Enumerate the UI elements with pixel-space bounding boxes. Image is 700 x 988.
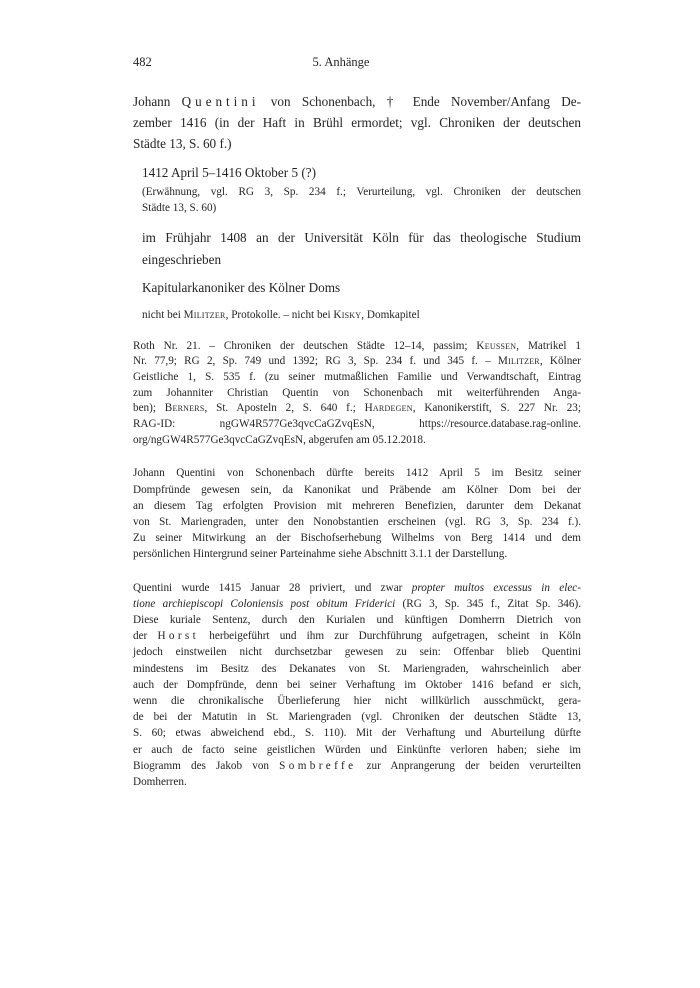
text-line: der Horst herbeigeführt und ihm zur Durchführung aufgetragen, scheint in Köln xyxy=(133,630,581,643)
entry-paragraph-2 xyxy=(133,580,581,791)
text-line: de bei der Matutin in St. Mariengraden (vgl. Chroniken der deutschen Städte 13, xyxy=(133,711,581,724)
text-line: Diese kuriale Sentenz, durch den Kurialen und künftigen Domherrn Dietrich von xyxy=(133,614,581,627)
text-line: S. 60; etwas abweichend ebd., S. 110). Mit der Verhaftung und Aburteilung dürfte xyxy=(133,727,581,740)
text-line: Roth Nr. 21. – Chroniken der deutschen Städte 12–14, passim; Keussen, Matrikel 1 xyxy=(133,339,581,352)
text-line: Johann Quentini von Schonenbach, † Ende November/Anfang De- xyxy=(133,94,581,109)
text-line: Nr. 77,9; RG 2, Sp. 749 und 1392; RG 3, Sp. 234 f. und 345 f. – Militzer, Kölner xyxy=(133,355,581,368)
text-line: mindestens im Besitz des Dekanates von St. Mariengraden, wahrscheinlich aber xyxy=(133,662,581,675)
text-line: Städte 13, S. 60 f.) xyxy=(133,136,232,151)
text-line: tione archiepiscopi Coloniensis post obitum Friderici (RG 3, Sp. 345 f., Zitat Sp. 346). xyxy=(133,597,581,610)
text-line: jedoch einstweilen nicht durchsetzbar gewesen zu sein: Offenbar blieb Quentini xyxy=(133,646,581,659)
text-line: Dompfründe gewesen sein, da Kanonikat und Präbende am Kölner Dom bei der xyxy=(133,483,581,496)
running-head xyxy=(133,55,581,70)
text-line: (Erwähnung, vgl. RG 3, Sp. 234 f.; Verurteilung, vgl. Chroniken der deutschen xyxy=(142,186,581,198)
text-line: persönlichen Hintergrund seiner Parteinahme siehe Abschnitt 3.1.1 der Darstellung. xyxy=(133,548,508,561)
text-line: Städte 13, S. 60) xyxy=(142,201,217,214)
text-line: an diesem Tag erfolgten Provision mit mehreren Benefizien, darunter dem Dekanat xyxy=(133,499,581,512)
text-line: von St. Mariengraden, unter den Nonobstantien erscheinen (vgl. RG 3, Sp. 234 f.). xyxy=(133,516,581,529)
text-line: Quentini wurde 1415 Januar 28 priviert, und zwar propter multos excessus in elec- xyxy=(133,581,581,594)
text-line: Biogramm des Jakob von Sombreffe zur Anprangerung der beiden verurteilten xyxy=(133,759,581,772)
text-column xyxy=(133,55,581,790)
text-line: zum Johanniter Christian Quentin von Schonenbach mit weiterführenden Anga- xyxy=(133,386,581,399)
text-line: auch der Dompfründe, denn bei seiner Verhaftung im Oktober 1416 befand er sich, xyxy=(133,678,581,691)
entry-dates: 1412 April 5–1416 Oktober 5 (?) xyxy=(142,165,316,180)
text-line: er auch de facto seine geistlichen Würden und Einkünfte verloren haben; siehe im xyxy=(133,743,581,756)
text-line: Domherren. xyxy=(133,776,187,789)
entry-office: Kapitularkanoniker des Kölner Doms xyxy=(142,280,341,295)
text-line: zember 1416 (in der Haft in Brühl ermordet; vgl. Chroniken der deutschen xyxy=(133,115,581,130)
running-title: 5. Anhänge xyxy=(312,55,370,69)
text-line: eingeschrieben xyxy=(142,251,222,267)
text-line: Geistliche 1, S. 535 f. (zu seiner mutmaßlichen Familie und Verwandtschaft, Eintrag xyxy=(133,370,581,383)
entry-paragraph-1 xyxy=(133,465,581,562)
text-line: Johann Quentini von Schonenbach dürfte bereits 1412 April 5 im Besitz seiner xyxy=(133,467,581,480)
running-title-wrap xyxy=(133,55,581,70)
entry-dates-note xyxy=(133,185,581,216)
entry-study-note xyxy=(133,227,581,270)
text-line: ben); Berners, St. Aposteln 2, S. 640 f.; Hardegen, Kanonikerstift, S. 227 Nr. 23; xyxy=(133,402,582,415)
page-number: 482 xyxy=(133,55,152,69)
text-line: wenn die chronikalische Überlieferung hier nicht willkürlich ausschmückt, gera- xyxy=(133,695,581,708)
text-line: im Frühjahr 1408 an der Universität Köln für das theologische Studium xyxy=(142,230,581,245)
entry-bibliography xyxy=(133,339,581,449)
text-line: org/ngGW4R577Ge3qvcCaGZvqEsN, abgerufen am 05.12.2018. xyxy=(133,433,426,446)
entry-heading xyxy=(133,91,581,154)
text-line: Zu seiner Mitwirkung an der Bischofserhebung Wilhelms von Berg 1414 und dem xyxy=(133,532,581,545)
text-line: RAG-ID: ngGW4R577Ge3qvcCaGZvqEsN, https://resource.database.rag-online. xyxy=(133,418,581,431)
entry-not-in-note: nicht bei Militzer, Protokolle. – nicht bei Kisky, Domkapitel xyxy=(142,309,420,321)
